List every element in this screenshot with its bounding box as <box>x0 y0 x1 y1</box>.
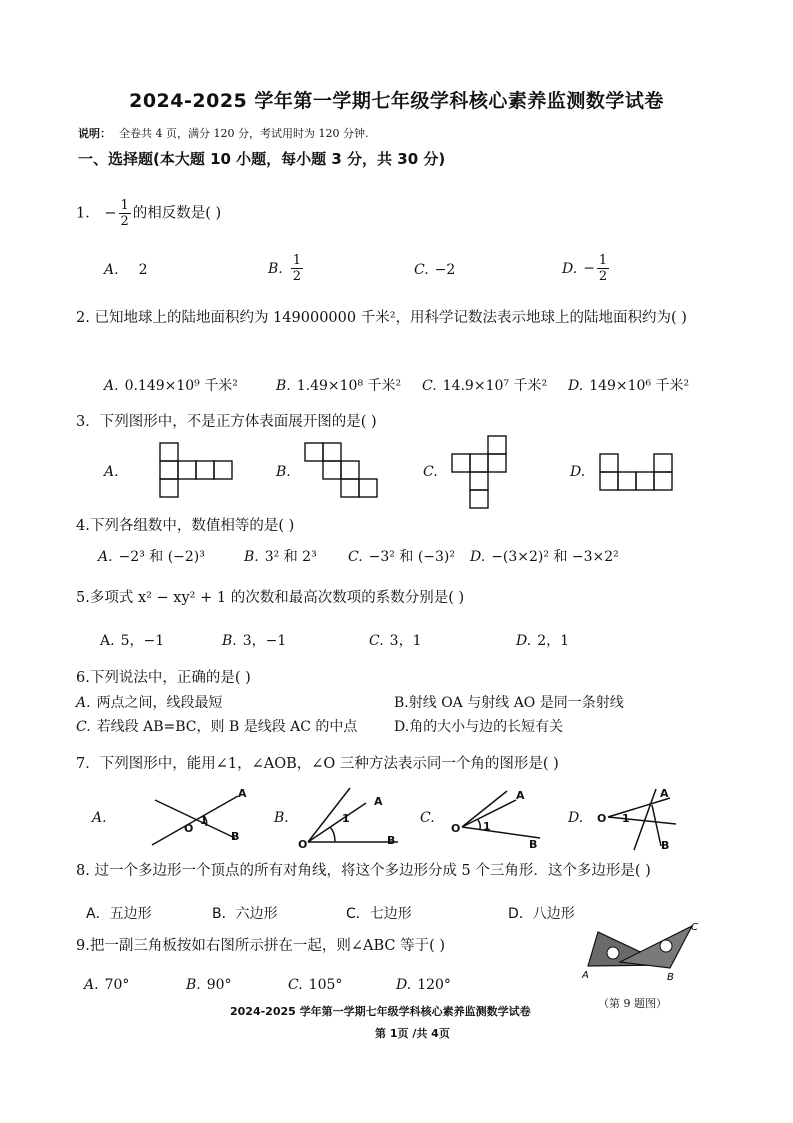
section-heading: 一、选择题(本大题 10 小题，每小题 3 分，共 30 分) <box>78 150 446 168</box>
option-a[interactable]: A. 两点之间，线段最短 <box>76 695 223 711</box>
option-d[interactable]: D. 2，1 <box>516 633 570 649</box>
question-number: 8. <box>76 863 90 879</box>
figure-caption: （第 9 题图） <box>598 997 667 1010</box>
fig-label-a: A <box>516 789 525 802</box>
fraction: $\frac{1}{2}$ <box>120 198 129 229</box>
question-number: 1． <box>76 205 100 222</box>
fig-label-a: A <box>660 787 669 800</box>
stem-text: 已知地球上的陆地面积约为 149000000 千米²，用科学记数法表示地球上的陆地面积约为( ) <box>94 310 687 326</box>
option-c[interactable]: C. 若线段 AB=BC，则 B 是线段 AC 的中点 <box>76 719 358 735</box>
option-b[interactable]: B. 3，−1 <box>222 633 287 649</box>
note-label: 说明： <box>78 127 111 140</box>
option-d[interactable]: D. − $\frac{1}{2}$ <box>562 253 608 284</box>
page-number: 第 1页 /共 4页 <box>375 1027 450 1040</box>
footer-title: 2024-2025 学年第一学期七年级学科核心素养监测数学试卷 <box>230 1005 531 1018</box>
fig-label-o: O <box>597 812 607 825</box>
hole-left <box>607 947 619 959</box>
option-c[interactable]: C. <box>420 810 435 826</box>
page-title: 2024-2025 学年第一学期七年级学科核心素养监测数学试卷 <box>129 90 664 112</box>
angle-figure-c <box>462 791 540 838</box>
fig-label-a: A <box>238 787 247 800</box>
option-b[interactable]: B．六边形 <box>212 906 278 922</box>
fig9-label-a: A <box>582 970 589 981</box>
option-c[interactable]: C. −3² 和 (−3)² <box>348 549 455 565</box>
question-number: 7． <box>76 756 100 772</box>
option-b[interactable]: B. $\frac{1}{2}$ <box>268 253 302 284</box>
fig-label-b: B <box>231 830 240 843</box>
fig-label-o: O <box>451 822 461 835</box>
question-8-stem <box>76 858 726 884</box>
fig-label-o: O <box>298 838 308 851</box>
option-c[interactable]: C. −2 <box>414 262 456 278</box>
question-number: 3． <box>76 414 100 430</box>
fig-label-1: 1 <box>342 812 350 825</box>
math-prefix: − <box>104 205 117 222</box>
stem-text: 的相反数是( ) <box>132 205 222 222</box>
stem-text: 下列说法中，正确的是( ) <box>89 670 251 686</box>
triangle-set-figure <box>580 920 700 990</box>
option-a[interactable]: A. <box>92 810 107 826</box>
question-number: 6. <box>76 670 90 686</box>
fig-label-1: 1 <box>200 814 208 827</box>
option-c[interactable]: C. 105° <box>288 977 343 993</box>
stem-text: 下列图形中，不是正方体表面展开图的是( ) <box>99 414 377 430</box>
angle-figure-b <box>308 788 398 842</box>
option-a[interactable]: A. 0.149×10⁹ 千米² <box>104 378 238 394</box>
fig-label-b: B <box>387 834 396 847</box>
fig-label-1: 1 <box>622 812 630 825</box>
stem-text: 过一个多边形一个顶点的所有对角线，将这个多边形分成 5 个三角形．这个多边形是( ) <box>94 863 651 879</box>
angle-figure-a <box>152 796 238 845</box>
option-b[interactable]: B. <box>274 810 289 826</box>
stem-text: 下列图形中，能用∠1，∠AOB，∠O 三种方法表示同一个角的图形是( ) <box>99 756 559 772</box>
note-text: 全卷共 4 页，满分 120 分，考试用时为 120 分钟. <box>119 127 369 140</box>
option-d[interactable]: D. <box>568 810 584 826</box>
option-d[interactable]: D. −(3×2)² 和 −3×2² <box>470 549 619 565</box>
option-c[interactable]: C. 3，1 <box>369 633 422 649</box>
fig-label-b: B <box>661 839 670 852</box>
question-9-stem <box>76 934 445 955</box>
option-c[interactable]: C. <box>423 464 438 480</box>
option-a[interactable]: A. 2 <box>104 262 148 278</box>
option-d[interactable]: D. <box>570 464 586 480</box>
hole-right <box>660 940 672 952</box>
question-number: 5. <box>76 590 90 606</box>
fig-label-a: A <box>374 795 383 808</box>
question-number: 2. <box>76 310 90 326</box>
question-number: 9. <box>76 938 90 954</box>
option-a[interactable]: A．五边形 <box>86 906 152 922</box>
fig9-label-b: B <box>667 972 674 983</box>
option-a[interactable]: A. 5，−1 <box>100 633 165 649</box>
option-d[interactable]: D.角的大小与边的长短有关 <box>394 719 564 735</box>
stem-text: 把一副三角板按如右图所示拼在一起，则∠ABC 等于( ) <box>89 938 446 954</box>
option-a[interactable]: A. −2³ 和 (−2)³ <box>98 549 205 565</box>
option-c[interactable]: C. 14.9×10⁷ 千米² <box>422 378 548 394</box>
option-d[interactable]: D. 149×10⁶ 千米² <box>568 378 690 394</box>
option-a[interactable]: A. <box>104 464 119 480</box>
stem-text: 多项式 x² − xy² + 1 的次数和最高次数项的系数分别是( ) <box>89 590 465 606</box>
option-b[interactable]: B. 3² 和 2³ <box>244 549 317 565</box>
fig-label-b: B <box>529 838 538 851</box>
option-d[interactable]: D．八边形 <box>508 906 575 922</box>
fig9-label-c: C <box>691 922 698 933</box>
stem-text: 下列各组数中，数值相等的是( ) <box>89 518 295 534</box>
option-b[interactable]: B.射线 OA 与射线 AO 是同一条射线 <box>394 695 624 711</box>
option-c[interactable]: C．七边形 <box>346 906 412 922</box>
option-d[interactable]: D. 120° <box>396 977 451 993</box>
fig-label-1: 1 <box>483 820 491 833</box>
option-b[interactable]: B. 90° <box>186 977 232 993</box>
option-a[interactable]: A. 70° <box>84 977 130 993</box>
fig-label-o: O <box>184 822 194 835</box>
option-b[interactable]: B. 1.49×10⁸ 千米² <box>276 378 402 394</box>
question-number: 4. <box>76 518 90 534</box>
option-b[interactable]: B. <box>276 464 291 480</box>
